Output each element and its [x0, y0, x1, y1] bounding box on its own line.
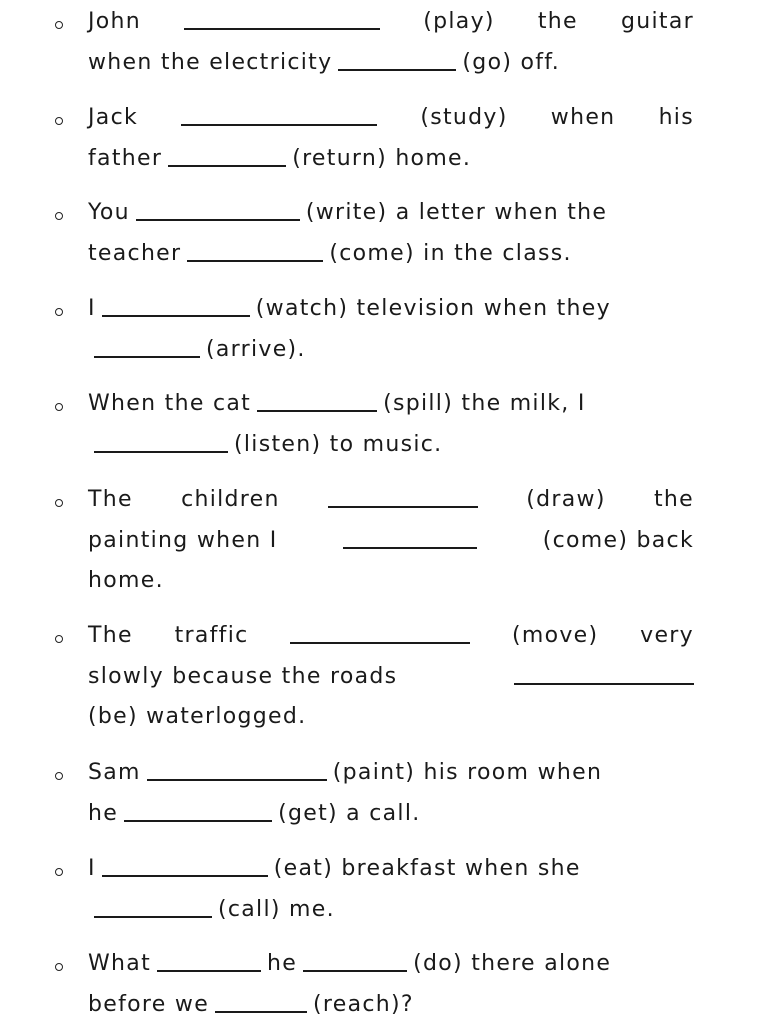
- question-text: (spill) the milk, I: [383, 391, 586, 416]
- answer-blank[interactable]: [338, 69, 456, 71]
- answer-blank[interactable]: [94, 356, 200, 358]
- question-line: [88, 759, 694, 787]
- question-text: before we: [88, 992, 210, 1017]
- question-text: slowly because the roads: [88, 664, 398, 689]
- question-text: (come) in the class.: [329, 241, 572, 266]
- answer-blank[interactable]: [124, 820, 272, 822]
- question-text: What: [88, 951, 152, 976]
- question-line: [88, 663, 694, 691]
- answer-blank[interactable]: [94, 451, 228, 453]
- answer-blank[interactable]: [102, 315, 250, 317]
- bullet-circle-icon: [55, 868, 63, 876]
- question-line: [88, 567, 694, 595]
- question-text: When the cat: [88, 391, 252, 416]
- question-text: (study): [420, 105, 508, 130]
- bullet-circle-icon: [55, 963, 63, 971]
- question-text: (come) back: [542, 528, 694, 553]
- question-text: Jack: [88, 105, 139, 130]
- question-text: (move): [511, 623, 599, 648]
- bullet-circle-icon: [55, 403, 63, 411]
- question-text: (call) me.: [218, 897, 335, 922]
- answer-blank[interactable]: [184, 28, 380, 30]
- question-line: [88, 104, 694, 132]
- answer-blank[interactable]: [168, 165, 286, 167]
- answer-blank[interactable]: [136, 219, 300, 221]
- answer-blank[interactable]: [290, 642, 470, 644]
- question-text: (be) waterlogged.: [88, 704, 307, 729]
- bullet-circle-icon: [55, 772, 63, 780]
- question-text: guitar: [620, 9, 694, 34]
- question-line: [88, 703, 694, 731]
- question-line: [88, 8, 694, 36]
- answer-blank[interactable]: [187, 260, 323, 262]
- question-text: children: [181, 487, 280, 512]
- question-text: (get) a call.: [278, 801, 421, 826]
- question-line: [88, 336, 694, 364]
- question-text: (paint) his room when: [332, 760, 603, 785]
- question-text: I: [88, 856, 96, 881]
- answer-blank[interactable]: [181, 124, 377, 126]
- question-text: father: [88, 146, 163, 171]
- question-text: (go) off.: [462, 50, 561, 75]
- question-text: (reach)?: [313, 992, 414, 1017]
- bullet-circle-icon: [55, 635, 63, 643]
- question-text: he: [88, 801, 119, 826]
- answer-blank[interactable]: [257, 410, 377, 412]
- question-text: home.: [88, 568, 164, 593]
- question-text: teacher: [88, 241, 182, 266]
- question-line: [88, 527, 694, 555]
- question-text: his: [658, 105, 694, 130]
- question-text: (listen) to music.: [234, 432, 443, 457]
- bullet-circle-icon: [55, 308, 63, 316]
- question-text: The: [88, 487, 133, 512]
- question-text: the: [653, 487, 694, 512]
- question-text: when: [550, 105, 616, 130]
- question-text: Sam: [88, 760, 141, 785]
- question-line: [88, 622, 694, 650]
- answer-blank[interactable]: [147, 779, 327, 781]
- question-text: the: [537, 9, 578, 34]
- question-text: painting when I: [88, 528, 278, 553]
- question-line: [88, 199, 694, 227]
- question-text: (draw): [526, 487, 606, 512]
- question-line: [88, 486, 694, 514]
- question-line: [88, 855, 694, 883]
- answer-blank[interactable]: [328, 506, 478, 508]
- question-line: [88, 145, 694, 173]
- bullet-circle-icon: [55, 499, 63, 507]
- question-text: when the electricity: [88, 50, 333, 75]
- answer-blank[interactable]: [157, 970, 261, 972]
- bullet-circle-icon: [55, 21, 63, 29]
- bullet-circle-icon: [55, 212, 63, 220]
- question-text: (do) there alone: [413, 951, 612, 976]
- question-line: [88, 991, 694, 1019]
- answer-blank[interactable]: [303, 970, 407, 972]
- answer-blank[interactable]: [215, 1011, 307, 1013]
- answer-blank[interactable]: [94, 916, 212, 918]
- answer-blank[interactable]: [514, 683, 694, 685]
- question-text: The: [88, 623, 133, 648]
- question-text: (return) home.: [292, 146, 472, 171]
- question-text: very: [640, 623, 694, 648]
- question-line: [88, 295, 694, 323]
- question-text: I: [88, 296, 96, 321]
- question-text: (play): [423, 9, 495, 34]
- question-text: (arrive).: [206, 337, 306, 362]
- question-line: [88, 49, 694, 77]
- question-line: [88, 431, 694, 459]
- bullet-circle-icon: [55, 117, 63, 125]
- question-line: [88, 390, 694, 418]
- question-text: (eat) breakfast when she: [273, 856, 581, 881]
- question-line: [88, 950, 694, 978]
- answer-blank[interactable]: [343, 547, 477, 549]
- question-line: [88, 896, 694, 924]
- question-text: traffic: [174, 623, 249, 648]
- question-line: [88, 240, 694, 268]
- question-text: (write) a letter when the: [305, 200, 608, 225]
- question-line: [88, 800, 694, 828]
- question-text: You: [88, 200, 130, 225]
- question-text: John: [88, 9, 142, 34]
- question-text: he: [267, 951, 298, 976]
- answer-blank[interactable]: [102, 875, 268, 877]
- question-text: (watch) television when they: [255, 296, 611, 321]
